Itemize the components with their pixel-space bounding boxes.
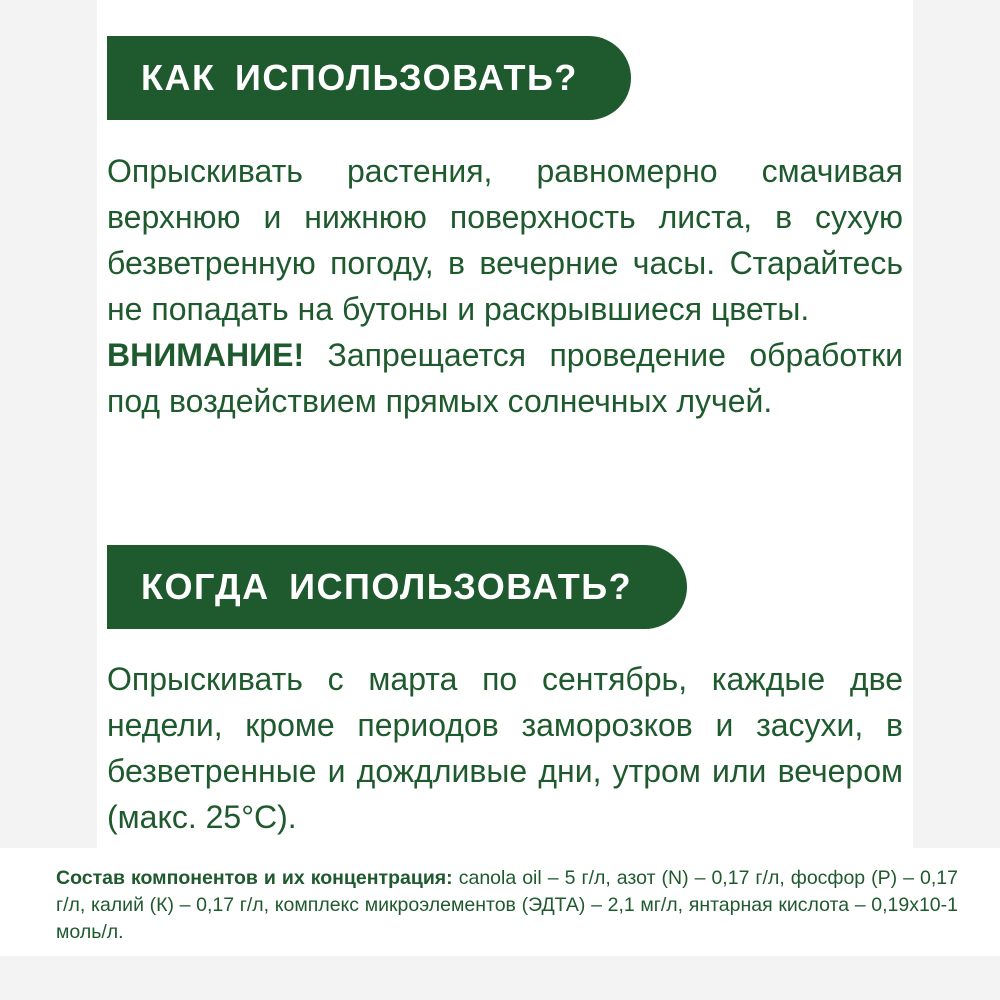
how-to-use-heading [107, 36, 631, 120]
warning-label: ВНИМАНИЕ! [107, 337, 305, 373]
when-to-use-title: КОГДА ИСПОЛЬЗОВАТЬ? [141, 566, 633, 607]
composition-label: Состав компонентов и их концентрация: [56, 867, 453, 889]
when-to-use-instructions [107, 656, 903, 840]
composition-box [0, 848, 1000, 956]
warning-text: Запрещается проведение обработки под воздействием прямых солнечных лучей. [107, 337, 904, 419]
when-to-use-heading [107, 545, 687, 629]
composition-paragraph [56, 865, 958, 946]
how-to-use-title: КАК ИСПОЛЬЗОВАТЬ? [141, 57, 578, 98]
when-to-use-text: Опрыскивать с марта по сентябрь, каждые две недели, кроме периодов заморозков и засухи, в безветренные и дождливые дни, утром или вечером (макс. 25°C). [107, 661, 903, 835]
how-to-use-text: Опрыскивать растения, равномерно смачивая верхнюю и нижнюю поверхность листа, в сухую безветренную погоду, в вечерние часы. Старайтесь не попадать на бутоны и раскрывшиеся цветы. [107, 153, 903, 327]
composition-text: canola oil – 5 г/л, азот (N) – 0,17 г/л, фосфор (Р) – 0,17 г/л, калий (К) – 0,17 г/л, комплекс микроэлементов (ЭДТА) – 2,1 мг/л, янтарная кислота – 0,19х10-1 моль/л. [56, 867, 958, 943]
how-to-use-instructions [107, 148, 903, 424]
